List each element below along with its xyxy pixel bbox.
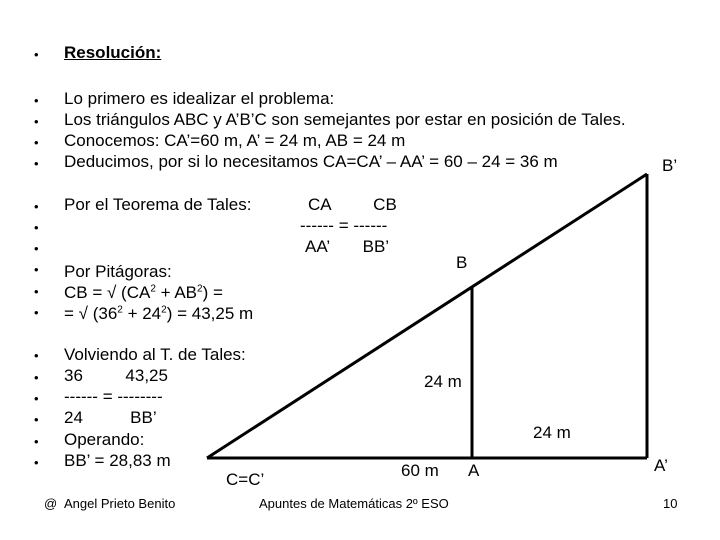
label-b: B <box>456 253 468 272</box>
label-side-60: 60 m <box>401 461 439 480</box>
intro-line: Deducimos, por si lo necesitamos CA=CA’ – AA’ = 60 – 24 = 36 m <box>64 152 558 171</box>
bullet: • <box>34 220 39 235</box>
result-prefix: = √ (36 <box>64 304 118 323</box>
formula-suffix: ) = <box>202 283 223 302</box>
tales-heading: Por el Teorema de Tales: <box>64 195 252 214</box>
tales-numerator: CA CB <box>308 195 397 214</box>
label-b-prime: B’ <box>662 156 678 175</box>
footer-author: Angel Prieto Benito <box>64 496 176 511</box>
formula-mid: + AB <box>155 283 198 302</box>
bullet: • <box>34 241 39 256</box>
footer-course: Apuntes de Matemáticas 2º ESO <box>259 496 449 511</box>
bullet: • <box>34 455 39 470</box>
volviendo-line: Operando: <box>64 430 145 449</box>
hypotenuse-line <box>207 174 647 458</box>
bullet: • <box>34 93 39 108</box>
tales-denominator: AA’ BB’ <box>305 237 390 256</box>
page-number: 10 <box>663 496 678 511</box>
intro-line: Los triángulos ABC y A’B’C son semejantes por estar en posición de Tales. <box>64 110 626 129</box>
volviendo-line: 24 BB’ <box>64 408 157 427</box>
label-c: C=C’ <box>226 470 265 489</box>
label-a: A <box>468 461 480 480</box>
bullet: • <box>34 391 39 406</box>
label-side-ab: 24 m <box>424 372 462 391</box>
bullet: • <box>34 114 39 129</box>
bullet: • <box>34 199 39 214</box>
volviendo-line: ------ = -------- <box>64 387 163 406</box>
volviendo-line: 36 43,25 <box>64 366 168 385</box>
pitagoras-heading: Por Pitágoras: <box>64 262 172 281</box>
slide-title: Resolución: <box>64 43 162 62</box>
bullet: • <box>34 370 39 385</box>
bullet: • <box>34 47 39 62</box>
result-mid: + 24 <box>122 304 162 323</box>
label-side-aa: 24 m <box>533 423 571 442</box>
bullet: • <box>34 262 39 277</box>
tales-fraction-line: ------ = ------ <box>300 216 388 235</box>
exponent: 2 <box>161 304 167 316</box>
bullet: • <box>34 135 39 150</box>
bullet: • <box>34 412 39 427</box>
exponent: 2 <box>150 283 156 295</box>
bullet: • <box>34 284 39 299</box>
bullet: • <box>34 434 39 449</box>
label-a-prime: A’ <box>654 456 668 475</box>
author-symbol: @ <box>44 496 58 511</box>
bullet: • <box>34 156 39 171</box>
formula-prefix: CB = √ (CA <box>64 283 151 302</box>
exponent: 2 <box>117 304 123 316</box>
volviendo-line: BB’ = 28,83 m <box>64 451 171 470</box>
bullet: • <box>34 348 39 363</box>
intro-line: Lo primero es idealizar el problema: <box>64 89 335 108</box>
intro-line: Conocemos: CA’=60 m, A’ = 24 m, AB = 24 m <box>64 131 406 150</box>
result-suffix: ) = 43,25 m <box>166 304 254 323</box>
exponent: 2 <box>197 283 203 295</box>
bullet: • <box>34 305 39 320</box>
volviendo-line: Volviendo al T. de Tales: <box>64 345 246 364</box>
